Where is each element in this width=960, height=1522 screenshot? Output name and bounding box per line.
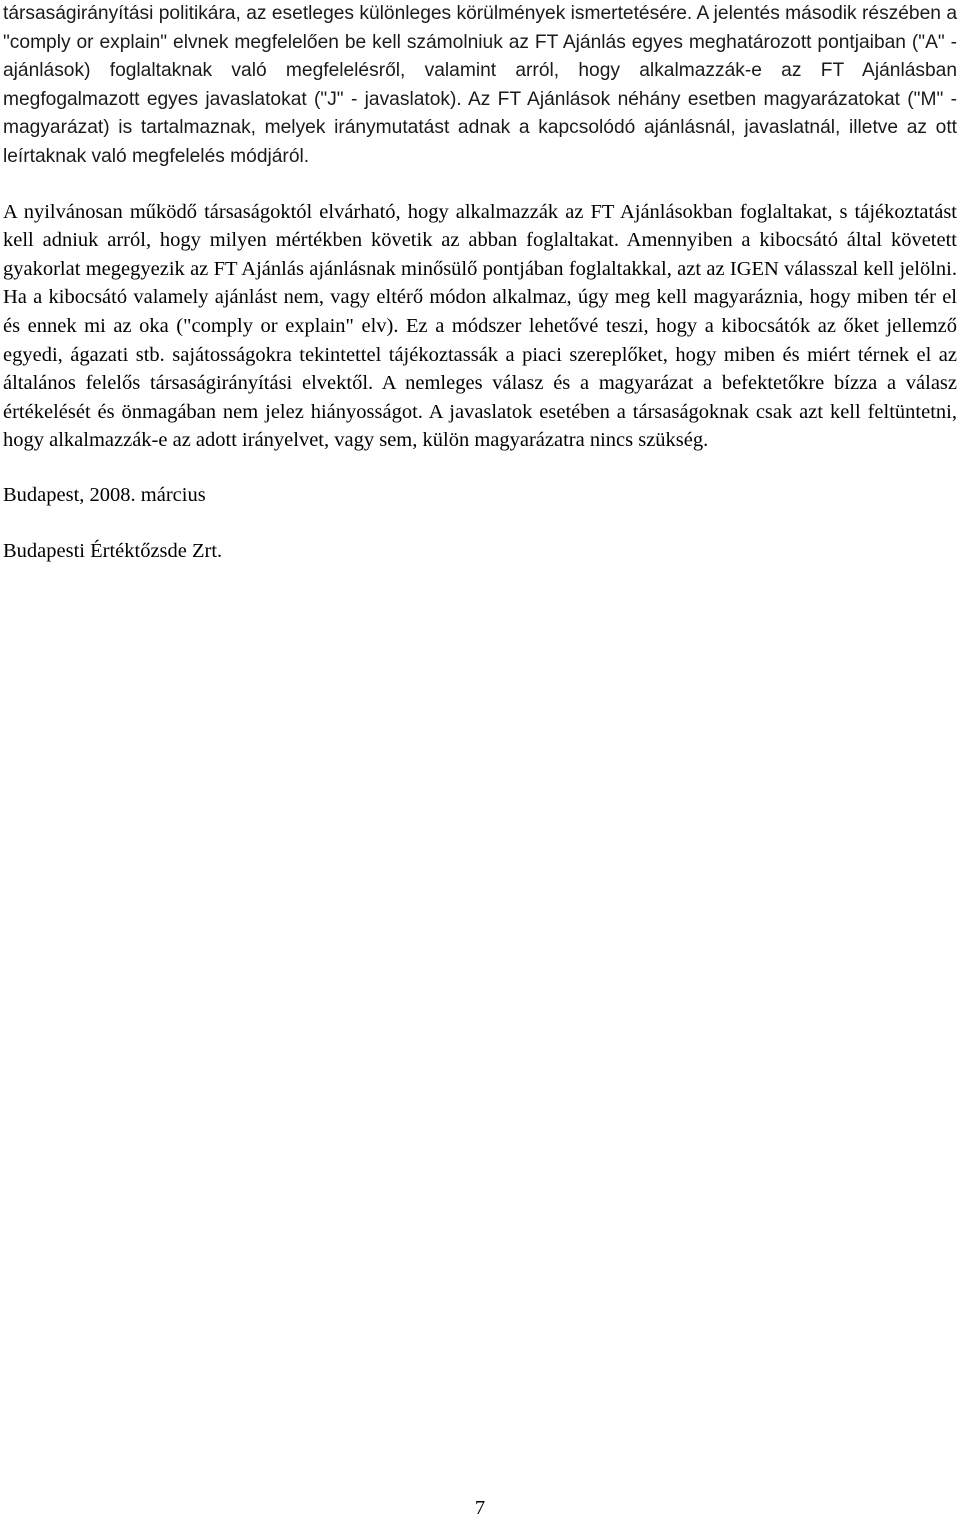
page-number: 7 (474, 1497, 486, 1519)
paragraph-report-structure (3, 0, 957, 172)
date-line: Budapest, 2008. március (3, 483, 206, 506)
paragraph-expectations: A nyilvánosan működő társaságoktól elvárható, hogy alkalmazzák az FT Ajánlásokban foglaltakat, s tájékoztatást kell adniuk arról, hogy milyen mértékben követik az abban foglaltakat. Amennyiben a kibocsátó által követett gyakorlat megegyezik az FT Ajánlás ajánlásnak minősülő pontjában foglaltakkal, azt az IGEN válasszal kell jelölni. Ha a kibocsátó valamely ajánlást nem, vagy eltérő módon alkalmaz, úgy meg kell magyaráznia, hogy miben tér el és ennek mi az oka ("comply or explain" elv). Ez a módszer lehetővé teszi, hogy a kibocsátók az őket jellemző egyedi, ágazati stb. sajátosságokra tekintettel tájékoztassák a piaci szereplőket, hogy miben és miért térnek el az általános felelős társaságirányítási elvektől. A nemleges válasz és a magyarázat a befektetőkre bízza a válasz értékelését és önmagában nem jelez hiányosságot. A javaslatok esetében a társaságoknak csak azt kell feltüntetni, hogy alkalmazzák-e az adott irányelvet, vagy sem, külön magyarázatra nincs szükség. (3, 200, 957, 452)
organization-name: Budapesti Értéktőzsde Zrt. (3, 539, 223, 562)
paragraph-report-structure-text: társaságirányítási politikára, az esetleges különleges körülmények ismertetésére. A jelentés második részében a "comply or explain" elvnek megfelelően be kell számolniuk az FT Ajánlás egyes meghatározott pontjaiban ("A" - ajánlások) foglaltaknak való megfelelésről, valamint arról, hogy alkalmazzák-e az FT Ajánlásban megfogalmazott egyes javaslatokat ("J" - javaslatok). Az FT Ajánlások néhány esetben magyarázatokat ("M" - magyarázat) is tartalmaznak, melyek iránymutatást adnak a kapcsolódó ajánlásnál, javaslatnál, illetve az ott leírtaknak való megfelelés módjáról. (3, 3, 957, 167)
document-page (3, 0, 957, 565)
